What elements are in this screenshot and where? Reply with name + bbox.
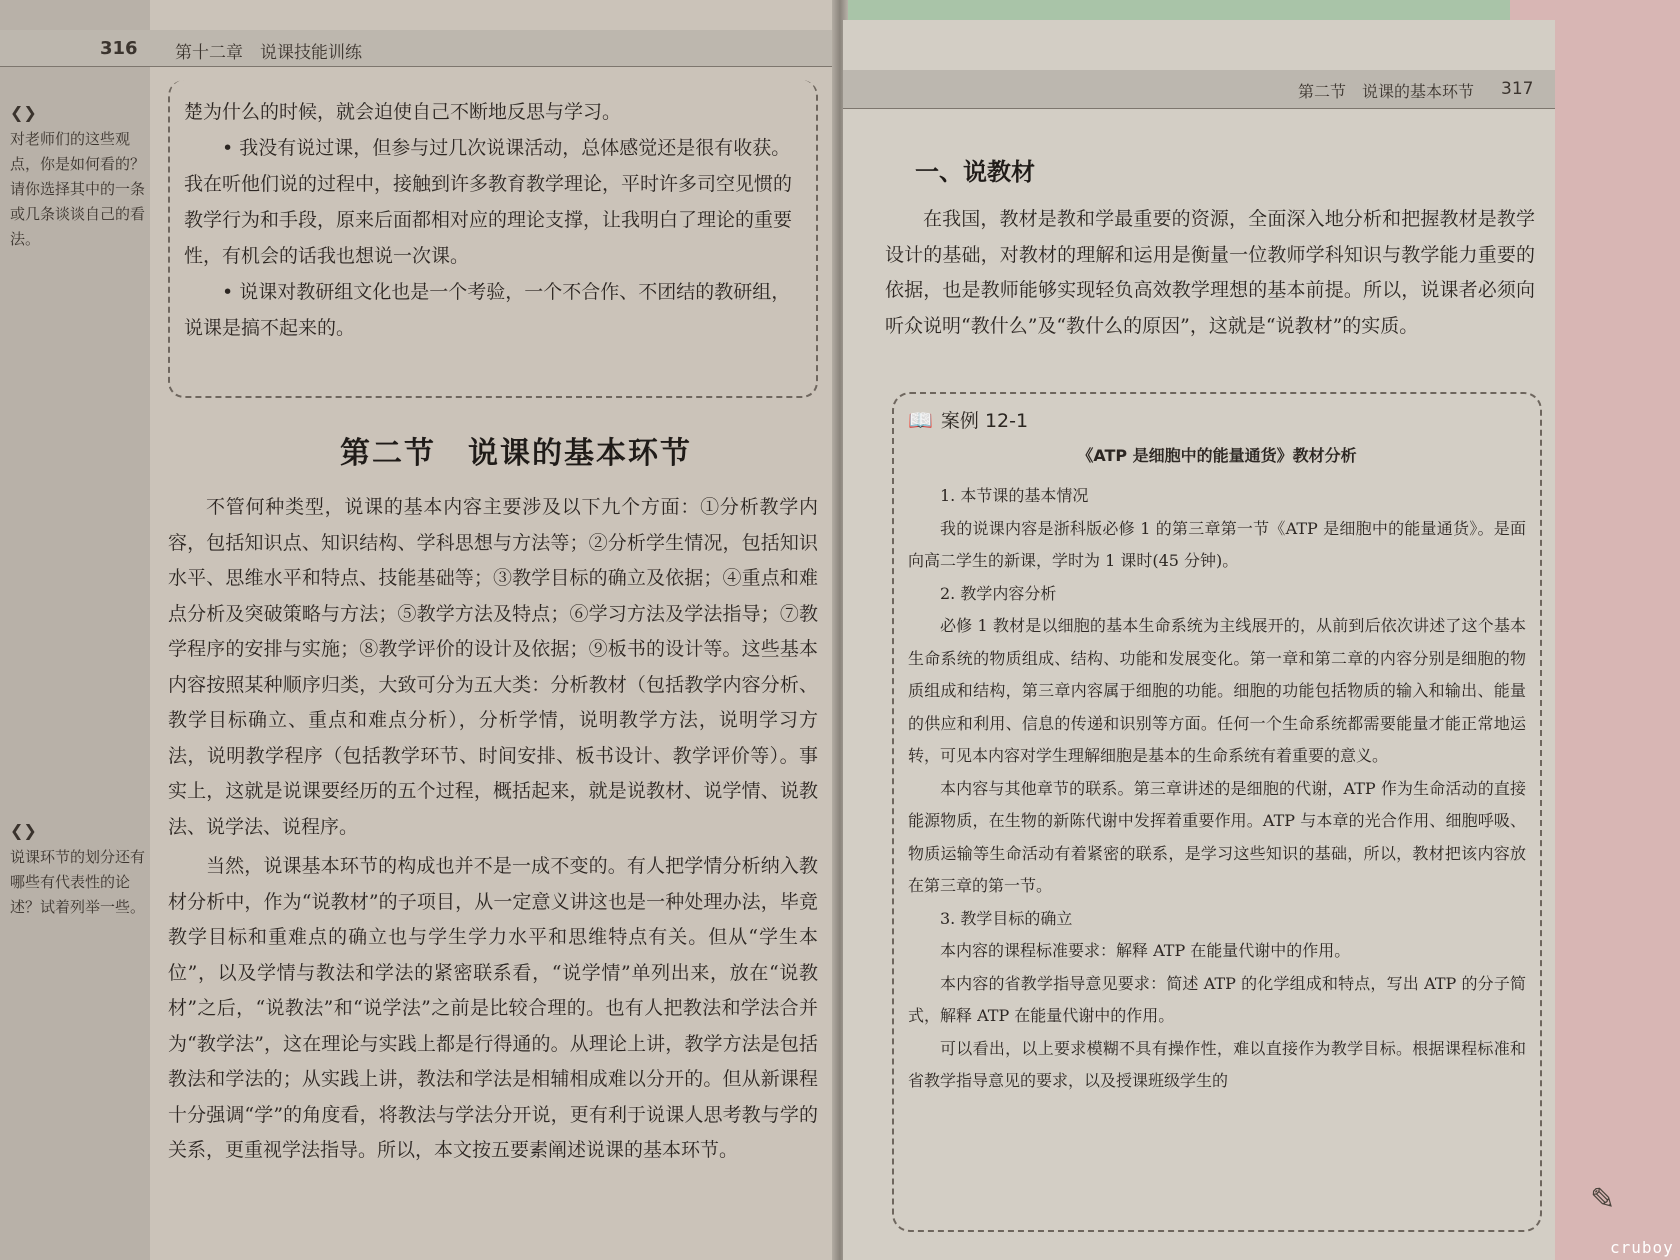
case-label: [908, 406, 1526, 433]
case-paragraph: 2. 教学内容分析: [940, 583, 1057, 603]
left-page-header: [0, 30, 840, 67]
body-paragraph: 不管何种类型，说课的基本内容主要涉及以下九个方面：①分析教学内容，包括知识点、知识结构、学科思想与方法等；②分析学生情况，包括知识水平、思维水平和特点、技能基础等；③教学目标的确立及依据；④重点和难点分析及突破策略与方法；⑤教学方法及特点；⑥学习方法及学法指导；⑦教学程序的安排与实施；⑧教学评价的设计及依据；⑨板书的设计等。这些基本内容按照某种顺序归类，大致可分为五大类：分析教材（包括教学内容分析、教学目标确立、重点和难点分析），分析学情，说明教学方法，说明学习方法，说明教学程序（包括教学环节、时间安排、板书设计、教学评价等）。事实上，这就是说课要经历的五个过程，概括起来，就是说教材、说学情、说教法、说学法、说程序。: [168, 496, 818, 838]
quote-box: [168, 80, 818, 398]
open-book-icon: 📖: [908, 407, 933, 432]
quote-paragraph: 楚为什么的时候，就会迫使自己不断地反思与学习。: [184, 101, 622, 123]
case-paragraph: 1. 本节课的基本情况: [940, 486, 1089, 505]
section-title: 第二节 说课的基本环节: [340, 436, 692, 471]
intro-paragraph: 在我国，教材是教和学最重要的资源，全面深入地分析和把握教材是教学设计的基础，对教材的理解和运用是衡量一位教师学科知识与教学能力重要的依据，也是教师能够实现轻负高效教学理想的基本前提。所以，说课者必须向听众说明“教什么”及“教什么的原因”，这就是“说教材”的实质。: [885, 208, 1535, 337]
chapter-title: 第十二章 说课技能训练: [175, 43, 362, 63]
case-paragraph: 本内容的省教学指导意见要求：简述 ATP 的化学组成和特点，写出 ATP 的分子简式，解释 ATP 在能量代谢中的作用。: [908, 973, 1526, 1025]
margin-note-1: [10, 100, 145, 252]
quote-paragraph: • 我没有说过课，但参与过几次说课活动，总体感觉还是很有收获。我在听他们说的过程中，接触到许多教育教学理论，平时许多司空见惯的教学行为和手段，原来后面都相对应的理论支撑，让我明白了理论的重要性，有机会的话我也想说一次课。: [184, 130, 802, 274]
case-title: 《ATP 是细胞中的能量通货》教材分析: [1077, 446, 1357, 465]
right-intro-text: [885, 202, 1535, 344]
watermark: cruboy: [1610, 1238, 1674, 1257]
case-paragraph: 必修 1 教材是以细胞的基本生命系统为主线展开的，从前到后依次讲述了这个基本生命系统的物质组成、结构、功能和发展变化。第一章和第二章的内容分别是细胞的物质组成和结构，第三章内容属于细胞的功能。细胞的功能包括物质的输入和输出、能量的供应和利用、信息的传递和识别等方面。任何一个生命系统都需要能量才能正常地运转，可见本内容对学生理解细胞是基本的生命系统有着重要的意义。: [908, 616, 1526, 765]
case-paragraph: 我的说课内容是浙科版必修 1 的第三章第一节《ATP 是细胞中的能量通货》。是面向高二学生的新课，学时为 1 课时(45 分钟)。: [908, 518, 1526, 570]
right-page-number: 317: [1501, 79, 1534, 99]
body-paragraph: 当然，说课基本环节的构成也并不是一成不变的。有人把学情分析纳入教材分析中，作为“说教材”的子项目，从一定意义讲这也是一种处理办法，毕竟教学目标和重难点的确立也与学生学力水平和思维特点有关。但从“学生本位”，以及学情与教法和学法的紧密联系看，“说学情”单列出来，放在“说教材”之后，“说教法”和“说学法”之前是比较合理的。也有人把教法和学法合并为“教学法”，这在理论与实践上都是行得通的。从理论上讲，教学方法是包括教法和学法的；从实践上讲，教法和学法是相辅相成难以分开的。但从新课程十分强调“学”的角度看，将教法与学法分开说，更有利于说课人思考教与学的关系，更重视学法指导。所以，本文按五要素阐述说课的基本环节。: [168, 855, 818, 1161]
discussion-icon: ❮❯: [10, 821, 37, 840]
right-page-header: [843, 70, 1555, 109]
case-paragraph: 可以看出，以上要求模糊不具有操作性，难以直接作为教学目标。根据课程标准和省教学指导意见的要求，以及授课班级学生的: [908, 1038, 1526, 1090]
case-paragraph: 3. 教学目标的确立: [940, 908, 1073, 928]
case-paragraph: 本内容的课程标准要求：解释 ATP 在能量代谢中的作用。: [940, 941, 1351, 960]
left-page-number: 316: [100, 38, 138, 59]
writing-icon: ✎: [1590, 1182, 1616, 1217]
discussion-icon: ❮❯: [10, 103, 37, 122]
case-paragraph: 本内容与其他章节的联系。第三章讲述的是细胞的代谢，ATP 作为生命活动的直接能源物质，在生物的新陈代谢中发挥着重要作用。ATP 与本章的光合作用、细胞呼吸、物质运输等生命活动有着紧密的联系，是学习这些知识的基础，所以，教材把该内容放在第三章的第一节。: [908, 778, 1526, 895]
running-section-title: 第二节 说课的基本环节: [1298, 82, 1475, 101]
margin-note-2: [10, 818, 145, 920]
margin-note-text: 对老师们的这些观点，你是如何看的？请你选择其中的一条或几条谈谈自己的看法。: [10, 130, 146, 248]
case-box: [892, 392, 1542, 1232]
left-body-text: [168, 490, 818, 1169]
quote-paragraph: • 说课对教研组文化也是一个考验，一个不合作、不团结的教研组，说课是搞不起来的。: [184, 274, 802, 346]
margin-note-text: 说课环节的划分还有哪些有代表性的论述？试着列举一些。: [10, 848, 146, 916]
case-label-text: 案例 12-1: [940, 410, 1029, 432]
subsection-heading: 一、说教材: [915, 158, 1035, 186]
